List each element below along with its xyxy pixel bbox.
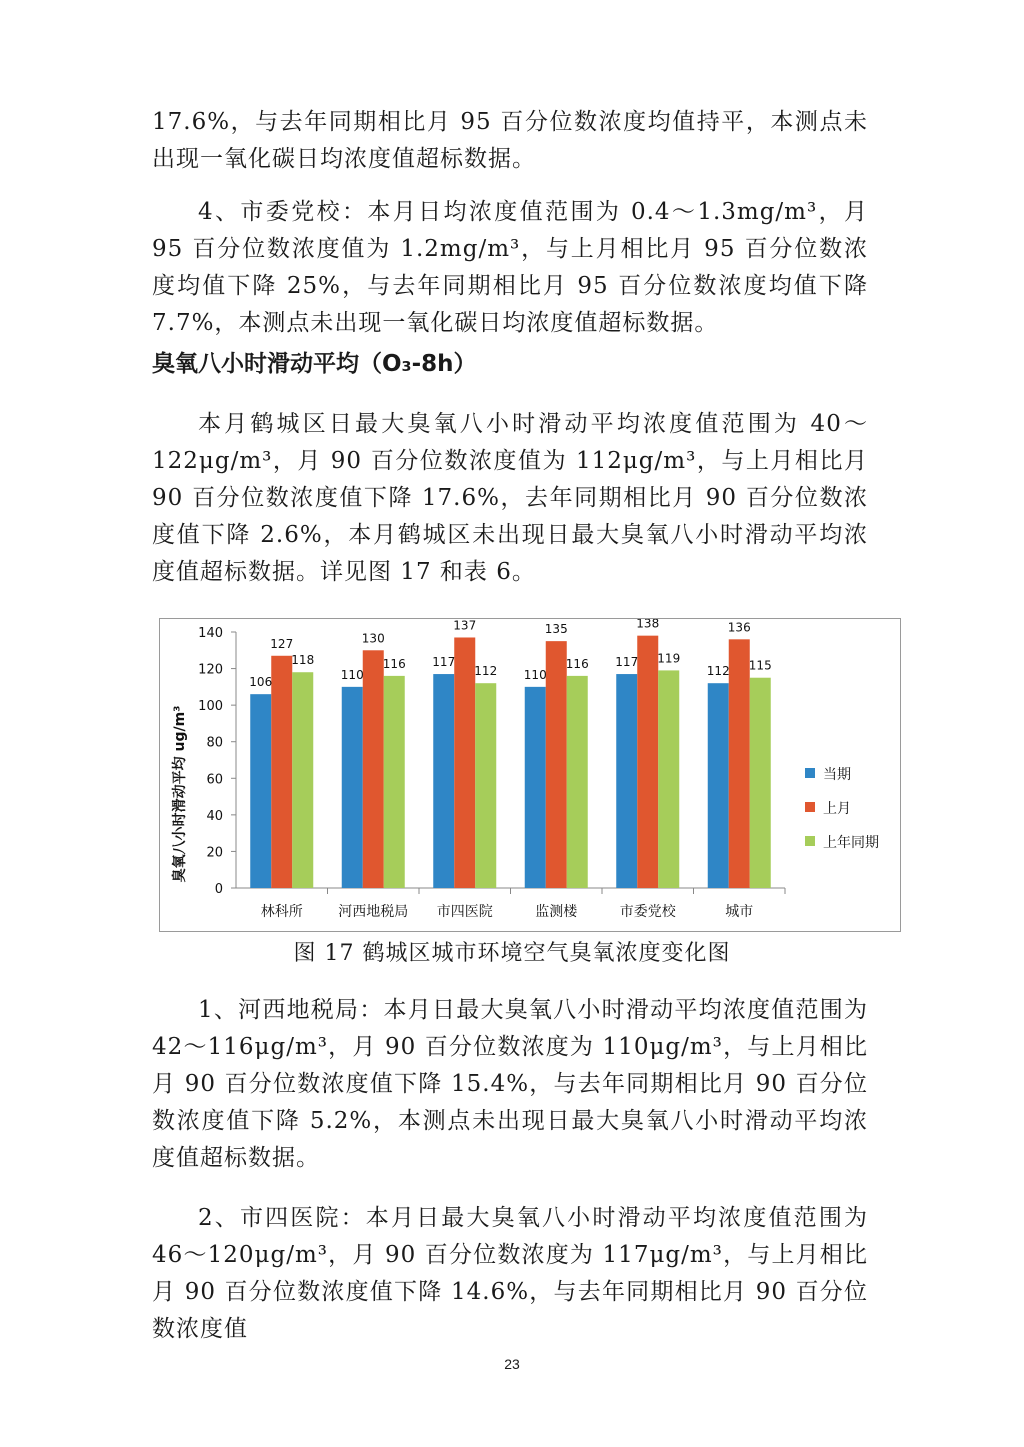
paragraph-co-continued: 17.6%，与去年同期相比月 95 百分位数浓度均值持平，本测点未出现一氧化碳日均浓度值超标数据。 <box>152 109 868 172</box>
data-label: 117 <box>615 655 639 670</box>
bar <box>729 639 750 888</box>
bar <box>708 683 729 888</box>
data-label: 110 <box>340 667 364 682</box>
bar <box>546 641 567 888</box>
legend-label: 上月 <box>823 801 851 817</box>
paragraph-shisi-yiyuan: 2、市四医院：本月日最大臭氧八小时滑动平均浓度值范围为 46～120μg/m³，月 90 百分位数浓度为 117μg/m³，与上月相比月 90 百分位数浓度值下降 14.6%，与去年同期相比月 90 百分位数浓度值 <box>152 1205 868 1342</box>
data-label: 116 <box>565 656 589 671</box>
figure-caption: 图 17 鹤城区城市环境空气臭氧浓度变化图 <box>293 941 731 966</box>
data-label: 118 <box>291 653 315 668</box>
legend-swatch <box>805 768 815 778</box>
y-tick-label: 20 <box>206 845 223 861</box>
legend-swatch <box>805 836 815 846</box>
data-label: 112 <box>706 664 730 679</box>
paragraph-hexi-dishuiju: 1、河西地税局：本月日最大臭氧八小时滑动平均浓度值范围为 42～116μg/m³，月 90 百分位数浓度为 110μg/m³，与上月相比月 90 百分位数浓度值下降 15.4%，与去年同期相比月 90 百分位数浓度值下降 5.2%，本测点未出现日最大臭氧八小时滑动平均浓度值超标数据。 <box>152 997 868 1171</box>
category-label: 城市 <box>725 904 754 920</box>
y-axis-label: 臭氧八小时滑动平均 ug/m³ <box>172 705 188 883</box>
chart-svg <box>160 619 900 931</box>
bar <box>616 674 637 888</box>
data-label: 106 <box>249 675 273 690</box>
category-label: 市委党校 <box>619 904 676 920</box>
y-tick-label: 120 <box>198 662 223 678</box>
category-label: 林科所 <box>260 904 303 920</box>
paragraph-o3-summary: 本月鹤城区日最大臭氧八小时滑动平均浓度值范围为 40～122μg/m³，月 90 百分位数浓度值为 112μg/m³，与上月相比月 90 百分位数浓度值下降 17.6%，去年同期相比月 90 百分位数浓度值下降 2.6%，本月鹤城区未出现日最大臭氧八小时滑动平均浓度值超标数据。详见图 17 和表 6。 <box>152 411 868 585</box>
data-label: 116 <box>382 656 406 671</box>
y-tick-label: 60 <box>206 772 223 788</box>
bar <box>363 650 384 888</box>
ozone-bar-chart <box>159 618 901 932</box>
chart-data-labels <box>249 619 771 689</box>
data-label: 119 <box>657 651 681 666</box>
bar <box>454 637 475 888</box>
bar <box>567 676 588 888</box>
chart-legend <box>805 766 879 851</box>
data-label: 135 <box>544 622 568 637</box>
bar <box>475 683 496 888</box>
y-tick-label: 140 <box>198 626 223 641</box>
legend-label: 当期 <box>823 767 851 783</box>
category-label: 河西地税局 <box>338 904 409 920</box>
bar <box>342 687 363 888</box>
y-tick-label: 80 <box>206 735 223 751</box>
bar <box>384 676 405 888</box>
data-label: 138 <box>636 619 660 631</box>
y-tick-label: 0 <box>214 882 223 897</box>
legend-label: 上年同期 <box>823 835 879 851</box>
bar <box>271 656 292 888</box>
bar <box>637 636 658 888</box>
category-label: 监测楼 <box>535 904 578 920</box>
bar <box>750 678 771 888</box>
data-label: 137 <box>453 619 477 633</box>
data-label: 136 <box>727 620 751 635</box>
data-label: 115 <box>748 658 772 673</box>
section-heading-o3: 臭氧八小时滑动平均（O₃-8h） <box>152 351 477 377</box>
data-label: 112 <box>474 664 498 679</box>
chart-bars <box>250 636 771 888</box>
bar <box>250 694 271 888</box>
data-label: 127 <box>270 636 294 651</box>
y-tick-label: 40 <box>206 808 223 824</box>
paragraph-shiwei-dangxiao: 4、市委党校：本月日均浓度值范围为 0.4～1.3mg/m³，月 95 百分位数浓度值为 1.2mg/m³，与上月相比月 95 百分位数浓度均值下降 25%，与去年同期相比月 95 百分位数浓度均值下降 7.7%，本测点未出现一氧化碳日均浓度值超标数据。 <box>152 199 868 336</box>
page-number: 23 <box>504 1356 520 1372</box>
y-tick-label: 100 <box>198 699 223 715</box>
bar <box>433 674 454 888</box>
data-label: 117 <box>432 655 456 670</box>
data-label: 130 <box>361 631 385 646</box>
bar <box>658 670 679 888</box>
category-label: 市四医院 <box>436 904 493 920</box>
legend-swatch <box>805 802 815 812</box>
bar <box>292 672 313 888</box>
bar <box>525 687 546 888</box>
data-label: 110 <box>523 667 547 682</box>
